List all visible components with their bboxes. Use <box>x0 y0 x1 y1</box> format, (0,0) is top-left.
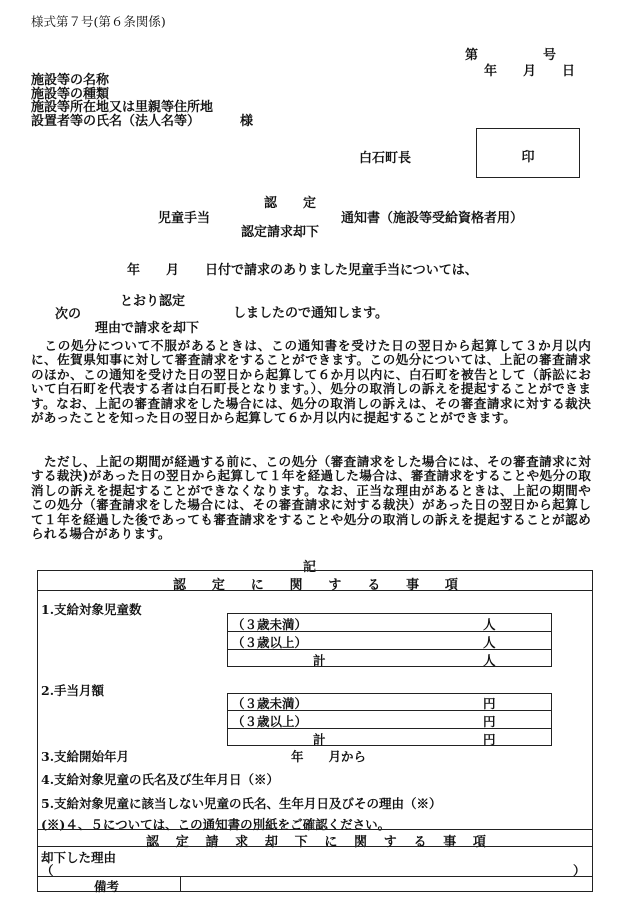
remarks-column-divider <box>180 876 181 892</box>
amount-total-unit: 円 <box>483 732 496 747</box>
item-start-month: 3.支給開始年月 <box>41 749 130 764</box>
amount-total-label: 計 <box>313 732 326 747</box>
remarks-label: 備考 <box>94 879 120 894</box>
operator-name-label: 設置者等の氏名（法人名等） 様 <box>31 113 254 129</box>
rejection-reason-label: 却下した理由 <box>41 850 117 865</box>
header2-bottom-divider <box>37 846 593 847</box>
amount-over3-unit: 円 <box>483 714 496 729</box>
header2-top-divider <box>37 829 593 830</box>
item-monthly-amount: 2.手当月額 <box>41 683 105 698</box>
sender-name: 白石町長 <box>359 151 412 166</box>
stamp-mark: 印 <box>521 150 535 165</box>
amount-over3-label: （３歳以上） <box>232 714 308 729</box>
title-recognize: 認 定 <box>264 196 317 211</box>
document-date: 年 月 日 <box>484 64 576 79</box>
item-child-count: 1.支給対象児童数 <box>41 602 142 617</box>
ki-label: 記 <box>303 560 317 575</box>
count-over3-unit: 人 <box>483 635 496 650</box>
appeal-paragraph-2: ただし、上記の期間が経過する前に、この処分（審査請求をした場合には、その審査請求に対する裁決)があった日の翌日から起算して１年を経過した場合は、審査請求をすることや処分の取消しの訴えを提起することができなくなります。なお、正当な理由があるときは、上記の期間やこの処分（審査請求をした場合には、その審査請求に対する裁決）があった日の翌日から起算して１年を経過した後であっても審査請求をすることや処分の取消しの訴えを提起することが認められる場合があります。 <box>31 454 591 542</box>
form-label: 様式第７号(第６条関係) <box>31 14 166 29</box>
stamp-box <box>476 128 580 178</box>
rejection-reason-close-paren: ） <box>573 863 586 878</box>
count-under3-unit: 人 <box>483 617 496 632</box>
rejection-reason-open-paren: （ <box>41 863 54 878</box>
appeal-paragraph-1: この処分について不服があるときは、この通知書を受けた日の翌日から起算して３か月以内に、佐賀県知事に対して審査請求をすることができます。この処分については、上記の審査請求のほか、この通知を受けた日の翌日から起算して６か月以内に、白石町を被告として（訴訟において白石町を代表する者は白石町長となります。）、処分の取消しの訴えを提起することができます。なお、上記の審査請求をした場合には、処分の取消しの訴えは、その審査請求に対する裁決があったことを知った日の翌日から起算して６か月以内に提起することができます。 <box>31 338 591 426</box>
count-total-unit: 人 <box>483 653 496 668</box>
recipient-block <box>31 74 253 128</box>
result-reject: 理由で請求を却下 <box>95 321 200 336</box>
facility-type-label: 施設等の種類 <box>31 86 110 102</box>
item-non-eligible-children: 5.支給対象児童に該当しない児童の氏名、生年月日及びその理由（※） <box>41 796 442 811</box>
count-total-label: 計 <box>313 653 326 668</box>
request-line: 年 月 日付で請求のありました児童手当については、 <box>127 263 478 278</box>
result-approve: とおり認定 <box>120 294 186 309</box>
result-tail: しましたので通知します。 <box>233 306 388 321</box>
header-rejection: 認 定 請 求 却 下 に 関 す る 事 項 <box>146 835 486 850</box>
title-reject: 認定請求却下 <box>241 225 320 240</box>
title-suffix: 通知書（施設等受給資格者用） <box>341 211 524 226</box>
header-recognition: 認 定 に 関 す る 事 項 <box>173 578 458 593</box>
document-number: 第 号 <box>465 48 557 63</box>
facility-address-label: 施設等所在地又は里親等住所地 <box>31 100 214 115</box>
honorific: 様 <box>240 113 254 129</box>
result-next: 次の <box>55 307 82 322</box>
remarks-divider <box>37 876 593 877</box>
start-month-value: 年 月から <box>291 749 367 764</box>
title-prefix: 児童手当 <box>158 211 211 226</box>
item-child-names: 4.支給対象児童の氏名及び生年月日（※） <box>41 772 280 787</box>
count-over3-label: （３歳以上） <box>232 635 308 650</box>
amount-under3-unit: 円 <box>483 696 496 711</box>
facility-name-label: 施設等の名称 <box>31 73 110 88</box>
amount-under3-label: （３歳未満） <box>232 696 308 711</box>
count-under3-label: （３歳未満） <box>232 617 308 632</box>
attachment-note: (※)４、５については、この通知書の別紙をご確認ください。 <box>41 817 391 832</box>
